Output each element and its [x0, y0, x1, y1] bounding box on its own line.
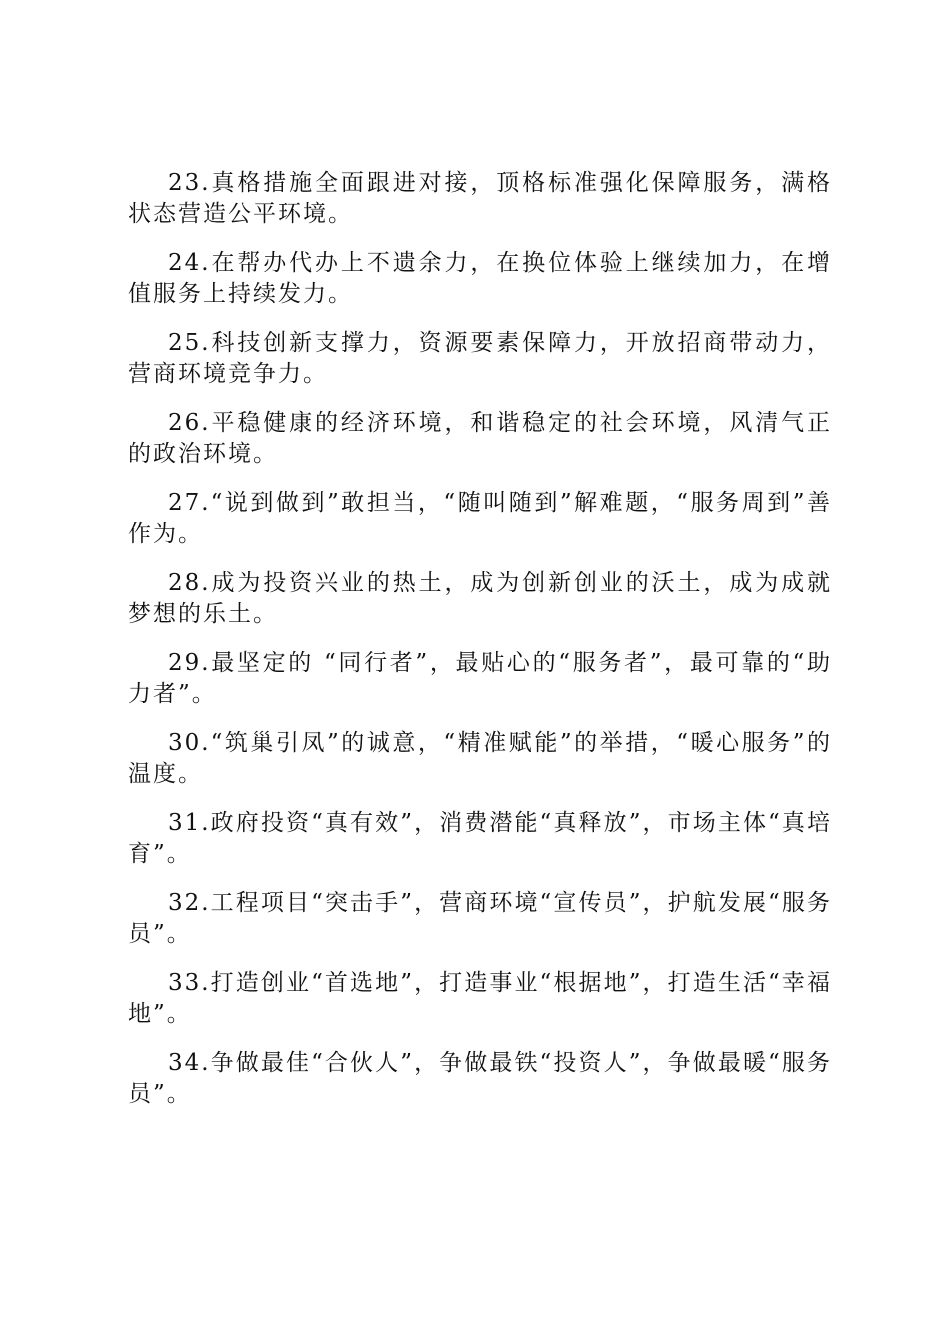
paragraph-28: 28.成为投资兴业的热土，成为创新创业的沃土，成为成就梦想的乐土。	[128, 570, 832, 627]
paragraph-34: 34.争做最佳“合伙人”，争做最铁“投资人”，争做最暖“服务员”。	[128, 1050, 832, 1107]
paragraph-24: 24.在帮办代办上不遗余力，在换位体验上继续加力，在增值服务上持续发力。	[128, 250, 832, 307]
paragraph-25: 25.科技创新支撑力，资源要素保障力，开放招商带动力，营商环境竞争力。	[128, 330, 832, 387]
paragraph-31: 31.政府投资“真有效”，消费潜能“真释放”，市场主体“真培育”。	[128, 810, 832, 867]
paragraph-29: 29.最坚定的 “同行者”，最贴心的“服务者”，最可靠的“助力者”。	[128, 650, 832, 707]
paragraph-26: 26.平稳健康的经济环境，和谐稳定的社会环境，风清气正的政治环境。	[128, 410, 832, 467]
paragraph-23: 23.真格措施全面跟进对接，顶格标准强化保障服务，满格状态营造公平环境。	[128, 170, 832, 227]
paragraph-27: 27.“说到做到”敢担当，“随叫随到”解难题，“服务周到”善作为。	[128, 490, 832, 547]
paragraph-32: 32.工程项目“突击手”，营商环境“宣传员”，护航发展“服务员”。	[128, 890, 832, 947]
document-body	[128, 168, 832, 1128]
paragraph-33: 33.打造创业“首选地”，打造事业“根据地”，打造生活“幸福地”。	[128, 970, 832, 1027]
paragraph-30: 30.“筑巢引凤”的诚意，“精准赋能”的举措，“暖心服务”的温度。	[128, 730, 832, 787]
